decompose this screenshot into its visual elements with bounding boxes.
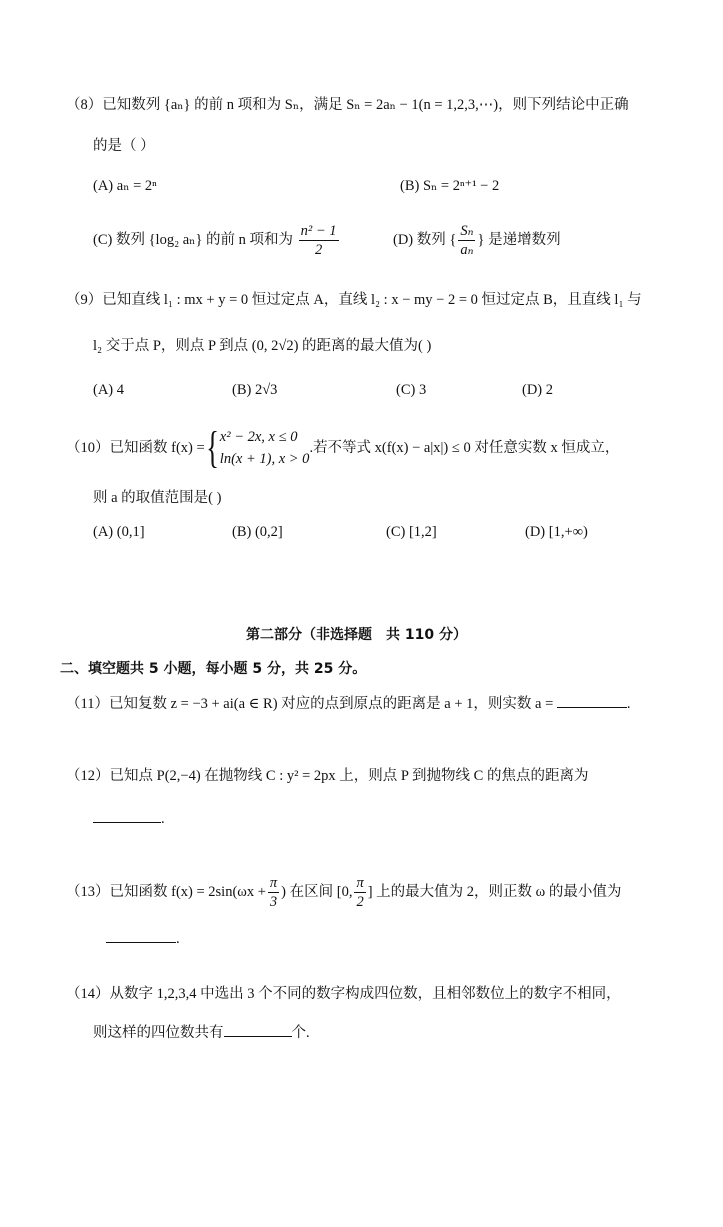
q8-stem-line1: （8）已知数列 {aₙ} 的前 n 项和为 Sₙ，满足 Sₙ = 2aₙ − 1(n = 1,2,3,⋯)，则下列结论中正确 <box>66 97 629 113</box>
q11-stem <box>66 693 631 714</box>
q14-stem-line1: （14）从数字 1,2,3,4 中选出 3 个不同的数字构成四位数，且相邻数位上的数字不相同， <box>66 986 621 1002</box>
q13-fraction-pi-over-2 <box>354 874 365 911</box>
q13-post: ] 上的最大值为 2，则正数 ω 的最小值为 <box>367 884 622 900</box>
q10-stem-post: .若不等式 x(f(x) − a|x|) ≤ 0 对任意实数 x 恒成立， <box>309 440 620 456</box>
q13-frac1-denominator: 3 <box>269 893 278 910</box>
q8-option-d-pre: (D) 数列 { <box>393 231 457 248</box>
q10-piecewise-cases <box>220 426 310 470</box>
q8-option-c-numerator: n² − 1 <box>300 223 337 239</box>
q9-stem-line2: l₂ 交于点 P，则点 P 到点 (0, 2√2) 的距离的最大值为( ) <box>93 338 432 354</box>
q10-stem-line1 <box>66 424 619 472</box>
q10-option-b: (B) (0,2] <box>232 524 283 540</box>
q10-stem-line2: 则 a 的取值范围是( ) <box>93 490 222 506</box>
q8-option-d-post: } 是递增数列 <box>477 231 561 248</box>
q12-stem-line1: （12）已知点 P(2,−4) 在抛物线 C : y² = 2px 上，则点 P 到抛物线 C 的焦点的距离为 <box>66 768 589 784</box>
q13-frac2-denominator: 2 <box>356 893 364 910</box>
q8-option-d <box>393 222 561 259</box>
q8-option-c-text: (C) 数列 {log₂ aₙ} 的前 n 项和为 <box>93 231 294 248</box>
q13-fraction-pi-over-3 <box>268 874 279 911</box>
q10-stem-pre: （10）已知函数 f(x) = <box>66 440 205 456</box>
q10-option-c: (C) [1,2] <box>386 524 437 540</box>
q13-answer-blank[interactable] <box>106 928 176 943</box>
q10-option-a: (A) (0,1] <box>93 524 145 540</box>
q9-option-b: (B) 2√3 <box>232 382 278 398</box>
q10-case-2: ln(x + 1), x > 0 <box>219 451 310 467</box>
q8-option-c-fraction <box>299 222 339 259</box>
q11-end: . <box>626 696 631 712</box>
q8-option-b: (B) Sₙ = 2ⁿ⁺¹ − 2 <box>400 178 500 194</box>
q8-option-a: (A) aₙ = 2ⁿ <box>93 178 157 194</box>
left-brace-icon: { <box>205 423 219 472</box>
q10-case-1: x² − 2x, x ≤ 0 <box>219 429 298 445</box>
q13-mid: ) 在区间 [0, <box>281 884 353 900</box>
q14-answer-blank[interactable] <box>224 1022 292 1037</box>
q8-option-c-denominator: 2 <box>314 242 323 258</box>
q13-pre: （13）已知函数 f(x) = 2sin(ωx + <box>66 884 266 900</box>
q9-option-d: (D) 2 <box>522 382 554 398</box>
q12-stem-line2 <box>93 808 165 829</box>
part2-title: 第二部分（非选择题 共 110 分） <box>246 627 467 643</box>
q12-answer-blank[interactable] <box>93 808 161 823</box>
q9-stem-line1: （9）已知直线 l₁ : mx + y = 0 恒过定点 A，直线 l₂ : x − my − 2 = 0 恒过定点 B，且直线 l₁ 与 <box>66 292 642 308</box>
q11-answer-blank[interactable] <box>557 693 627 708</box>
q8-option-d-denominator: aₙ <box>460 242 474 258</box>
fill-in-heading: 二、填空题共 5 小题，每小题 5 分，共 25 分。 <box>60 661 367 677</box>
q8-option-c <box>93 222 341 259</box>
q13-end: . <box>176 931 180 947</box>
q8-option-d-numerator: Sₙ <box>460 223 474 239</box>
q14-stem-line2 <box>93 1022 310 1043</box>
q8-option-d-fraction <box>458 222 475 259</box>
q13-stem-line2 <box>106 928 180 949</box>
q10-option-d: (D) [1,+∞) <box>525 524 588 540</box>
q13-frac1-numerator: π <box>269 874 278 891</box>
q13-stem-line1 <box>66 872 621 912</box>
q14-pre: 则这样的四位数共有 <box>93 1025 224 1041</box>
q13-frac2-numerator: π <box>356 874 364 891</box>
q11-text: （11）已知复数 z = −3 + ai(a ∈ R) 对应的点到原点的距离是 a + 1，则实数 a = <box>66 696 554 712</box>
q8-stem-line2: 的是（ ） <box>93 138 155 154</box>
q14-post: 个. <box>291 1025 310 1041</box>
q9-option-c: (C) 3 <box>396 382 427 398</box>
q12-end: . <box>161 811 165 827</box>
q9-option-a: (A) 4 <box>93 382 125 398</box>
